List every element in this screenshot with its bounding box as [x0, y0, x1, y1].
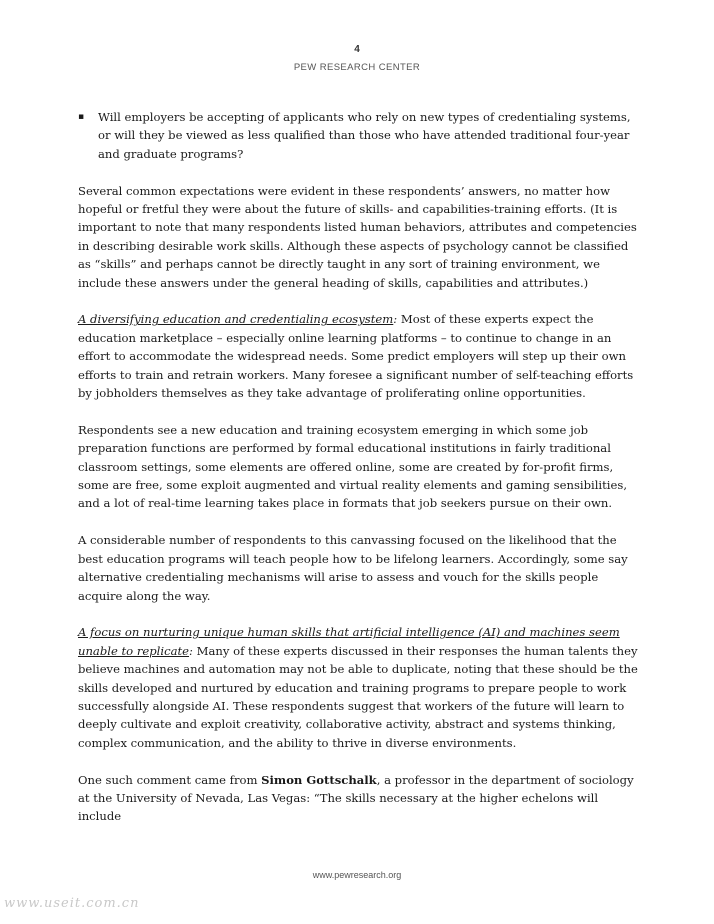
bullet-text: Will employers be accepting of applicants who rely on new types of credentialing systems, or will they be viewed as less qualified than those who have attended traditional four-year and graduate programs?	[98, 110, 631, 161]
paragraph-diversifying-ecosystem	[78, 310, 644, 402]
paragraph-lifelong-learners: A considerable number of respondents to this canvassing focused on the likelihood that the best education programs will teach people how to be lifelong learners. Accordingly, some say alternative credentialing mechanisms will arise to assess and vouch for the skills people acquire along the way.	[78, 533, 628, 603]
watermark: www.useit.com.cn	[4, 896, 140, 911]
inline-heading-ecosystem: A diversifying education and credentialing ecosystem	[78, 312, 394, 327]
person-name: Simon Gottschalk	[261, 772, 377, 787]
document-body	[78, 108, 644, 844]
paragraph-body: Many of these experts discussed in their responses the human talents they believe machines and automation may not be able to duplicate, noting that these should be the skills developed and nurtured by education and training programs to prepare people to work successfully alongside AI. These respondents suggest that workers of the future will learn to deeply cultivate and exploit creativity, collaborative activity, abstract and systems thinking, complex communication, and the ability to thrive in diverse environments.	[78, 643, 638, 750]
inline-heading-human-skills: A focus on nurturing unique human skills that artificial intelligence (AI) and machines seem unable to replicate	[78, 625, 620, 658]
footer-url: www.pewresearch.org	[312, 870, 402, 880]
paragraph-text: , a professor in the department of sociology at the University of Nevada, Las Vegas: “The skills necessary at the higher echelons will include	[78, 772, 634, 824]
bullet-item	[78, 108, 644, 163]
inline-heading-colon: :	[393, 312, 398, 327]
inline-heading-colon: :	[189, 643, 193, 658]
paragraph-gottschalk-quote	[78, 771, 644, 826]
paragraph-new-ecosystem: Respondents see a new education and training ecosystem emerging in which some job preparation functions are performed by formal educational institutions in fairly traditional classroom settings, some elements are offered online, some are created by for-profit firms, some are free, some exploit augmented and virtual reality elements and gaming sensibilities, and a lot of real-time learning takes place in formats that job seekers pursue on their own.	[78, 422, 628, 511]
paragraph-body: Most of these experts expect the education marketplace – especially online learning platforms – to continue to change in an effort to accommodate the widespread needs. Some predict employers will step up their own efforts to train and retrain workers. Many foresee a significant number of self-teaching efforts by jobholders themselves as they take advantage of proliferating online opportunities.	[78, 312, 634, 401]
paragraph-text: One such comment came from	[78, 772, 262, 787]
paragraph-expectations: Several common expectations were evident in these respondents’ answers, no matter how hopeful or fretful they were about the future of skills- and capabilities-training efforts. (It is important to note that many respondents listed human behaviors, attributes and competencies in describing desirable work skills. Although these aspects of psychology cannot be classified as “skills” and perhaps cannot be directly taught in any sort of training environment, we include these answers under the general heading of skills, capabilities and attributes.)	[78, 183, 637, 290]
bullet-square-icon: ▪	[78, 112, 85, 122]
page-number: 4	[354, 44, 360, 55]
header-org-name: PEW RESEARCH CENTER	[293, 62, 421, 73]
paragraph-human-skills	[78, 623, 644, 752]
